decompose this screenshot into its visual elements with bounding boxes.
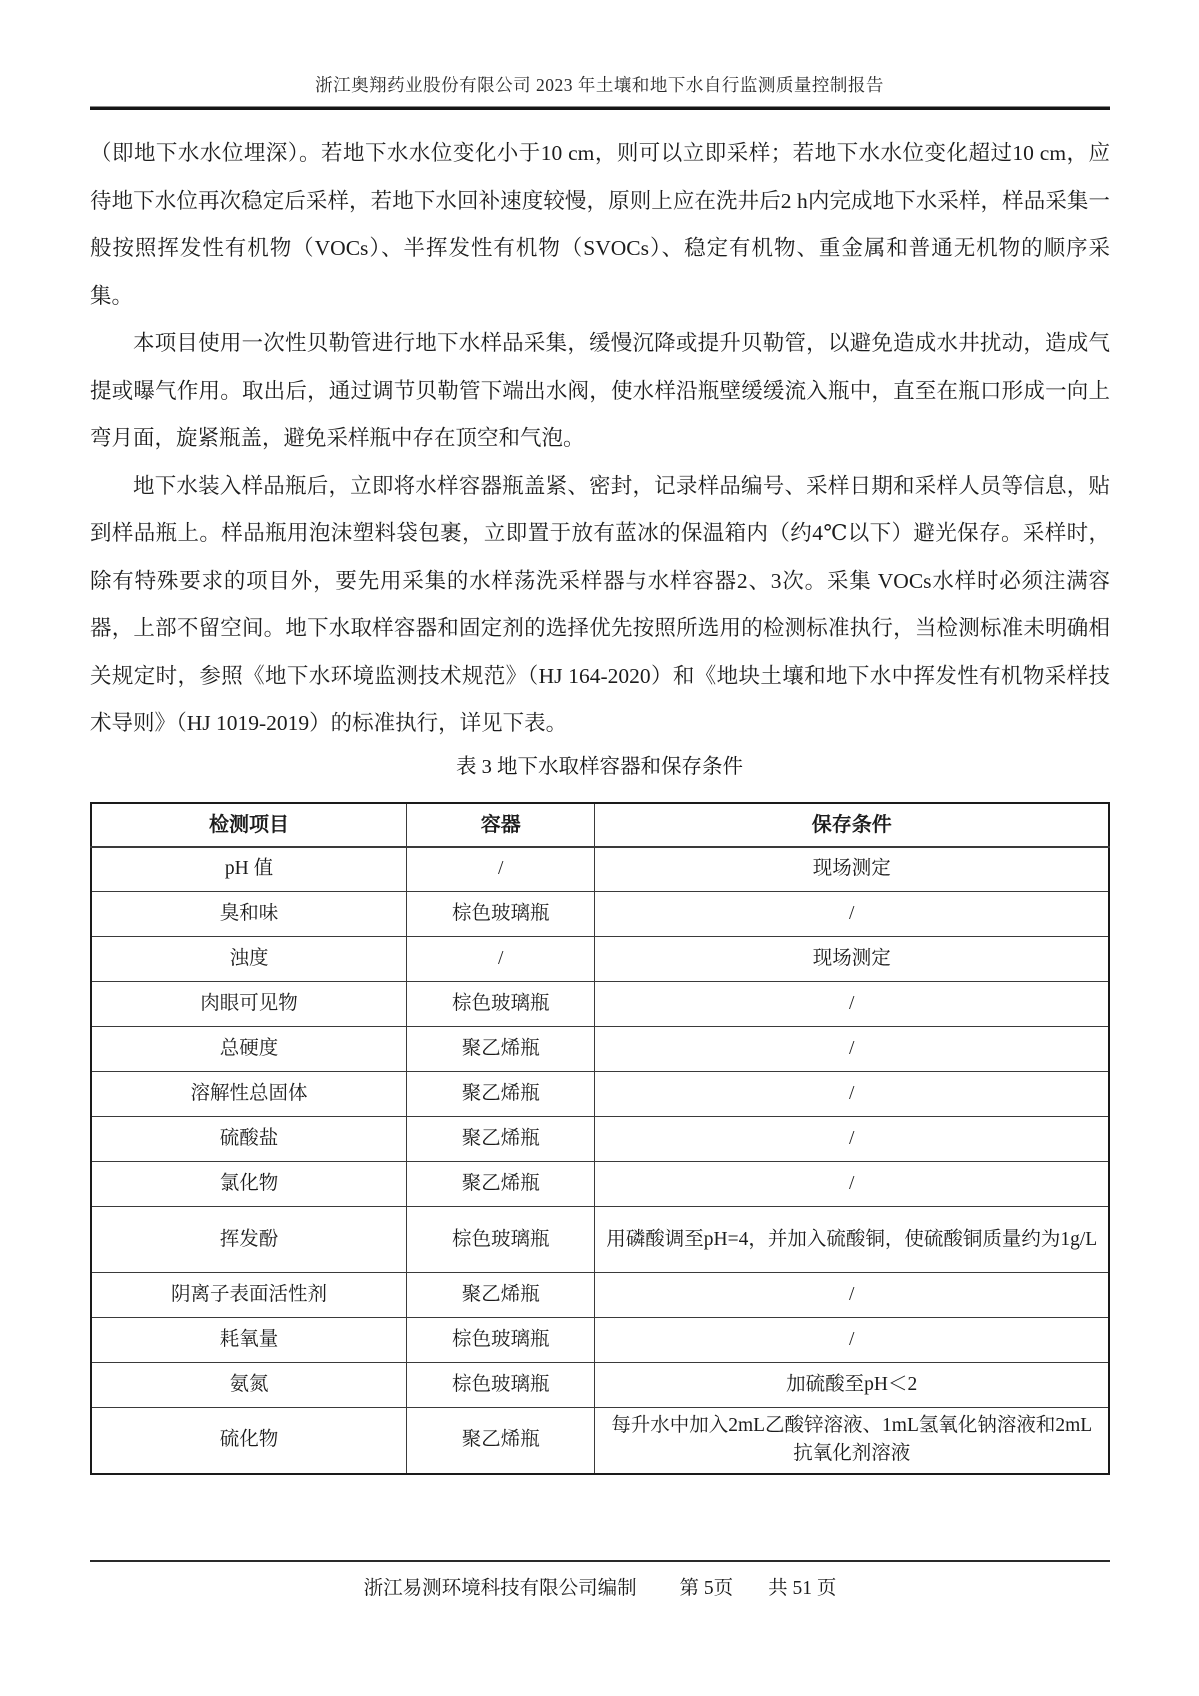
cell-preservation: 现场测定	[595, 937, 1109, 982]
cell-container: 棕色玻璃瓶	[407, 1207, 595, 1273]
column-header-container: 容器	[407, 803, 595, 847]
document-header-title: 浙江奥翔药业股份有限公司 2023 年土壤和地下水自行监测质量控制报告	[315, 75, 884, 95]
cell-container: 聚乙烯瓶	[407, 1273, 595, 1318]
footer-company: 浙江易测环境科技有限公司编制	[363, 1578, 637, 1599]
cell-preservation: /	[595, 1162, 1109, 1207]
column-header-preservation: 保存条件	[595, 803, 1109, 847]
header-divider	[90, 106, 1110, 110]
cell-preservation: /	[595, 1117, 1109, 1162]
cell-item: 挥发酚	[91, 1207, 407, 1273]
table-row	[91, 1363, 1109, 1408]
table-row	[91, 1207, 1109, 1273]
table-caption: 表 3 地下水取样容器和保存条件	[456, 755, 743, 778]
footer-page-number: 第 5页	[679, 1578, 734, 1599]
cell-preservation: /	[595, 1072, 1109, 1117]
table-row	[91, 1072, 1109, 1117]
cell-container: 聚乙烯瓶	[407, 1117, 595, 1162]
cell-container: 聚乙烯瓶	[407, 1408, 595, 1474]
table-row	[91, 1027, 1109, 1072]
cell-container: /	[407, 937, 595, 982]
cell-item: 溶解性总固体	[91, 1072, 407, 1117]
cell-preservation: 每升水中加入2mL乙酸锌溶液、1mL氢氧化钠溶液和2mL抗氧化剂溶液	[595, 1408, 1109, 1474]
page-footer	[90, 1560, 1110, 1600]
paragraph-groundwater-sampling-order: （即地下水水位埋深）。若地下水水位变化小于10 cm，则可以立即采样；若地下水水位变化超过10 cm，应待地下水位再次稳定后采样，若地下水回补速度较慢，原则上应在洗井后2 h内完成地下水采样，样品采集一般按照挥发性有机物（VOCs）、半挥发性有机物（SVOCs）、稳定有机物、重金属和普通无机物的顺序采集。	[90, 141, 1110, 308]
cell-preservation: /	[595, 1273, 1109, 1318]
cell-preservation: /	[595, 982, 1109, 1027]
table-row	[91, 892, 1109, 937]
cell-item: 总硬度	[91, 1027, 407, 1072]
cell-container: 棕色玻璃瓶	[407, 892, 595, 937]
cell-preservation: /	[595, 1027, 1109, 1072]
cell-container: 聚乙烯瓶	[407, 1027, 595, 1072]
cell-container: 聚乙烯瓶	[407, 1162, 595, 1207]
column-header-item: 检测项目	[91, 803, 407, 847]
cell-item: 硫酸盐	[91, 1117, 407, 1162]
cell-item: pH 值	[91, 847, 407, 892]
container-storage-table	[90, 802, 1110, 1475]
cell-container: 聚乙烯瓶	[407, 1072, 595, 1117]
footer-text	[90, 1562, 1110, 1600]
paragraph-bailer-sampling: 本项目使用一次性贝勒管进行地下水样品采集，缓慢沉降或提升贝勒管，以避免造成水井扰动，造成气提或曝气作用。取出后，通过调节贝勒管下端出水阀，使水样沿瓶壁缓缓流入瓶中，直至在瓶口形成一向上弯月面，旋紧瓶盖，避免采样瓶中存在顶空和气泡。	[90, 331, 1110, 450]
cell-item: 氯化物	[91, 1162, 407, 1207]
paragraph-sample-storage: 地下水装入样品瓶后，立即将水样容器瓶盖紧、密封，记录样品编号、采样日期和采样人员等信息，贴到样品瓶上。样品瓶用泡沫塑料袋包裹，立即置于放有蓝冰的保温箱内（约4℃以下）避光保存。采样时，除有特殊要求的项目外，要先用采集的水样荡洗采样器与水样容器2、3次。采集 VOCs水样时必须注满容器，上部不留空间。地下水取样容器和固定剂的选择优先按照所选用的检测标准执行，当检测标准未明确相关规定时，参照《地下水环境监测技术规范》（HJ 164-2020）和《地块土壤和地下水中挥发性有机物采样技术导则》（HJ 1019-2019）的标准执行，详见下表。	[90, 473, 1110, 735]
page-header	[0, 0, 1199, 98]
cell-container: /	[407, 847, 595, 892]
cell-preservation: /	[595, 1318, 1109, 1363]
table-row	[91, 937, 1109, 982]
cell-container: 棕色玻璃瓶	[407, 982, 595, 1027]
cell-container: 棕色玻璃瓶	[407, 1318, 595, 1363]
cell-item: 硫化物	[91, 1408, 407, 1474]
cell-item: 耗氧量	[91, 1318, 407, 1363]
table-row	[91, 1162, 1109, 1207]
document-body	[90, 130, 1110, 748]
cell-container: 棕色玻璃瓶	[407, 1363, 595, 1408]
cell-preservation: 现场测定	[595, 847, 1109, 892]
cell-item: 氨氮	[91, 1363, 407, 1408]
cell-preservation: 用磷酸调至pH=4，并加入硫酸铜，使硫酸铜质量约为1g/L	[595, 1207, 1109, 1273]
table-header-row	[91, 803, 1109, 847]
cell-item: 臭和味	[91, 892, 407, 937]
footer-page-total: 共 51 页	[768, 1578, 837, 1599]
table-row	[91, 1117, 1109, 1162]
cell-item: 阴离子表面活性剂	[91, 1273, 407, 1318]
cell-item: 浊度	[91, 937, 407, 982]
table-row	[91, 982, 1109, 1027]
table-row	[91, 1408, 1109, 1474]
cell-preservation: /	[595, 892, 1109, 937]
table-row	[91, 1273, 1109, 1318]
cell-item: 肉眼可见物	[91, 982, 407, 1027]
cell-preservation: 加硫酸至pH＜2	[595, 1363, 1109, 1408]
table-row	[91, 1318, 1109, 1363]
table-row	[91, 847, 1109, 892]
